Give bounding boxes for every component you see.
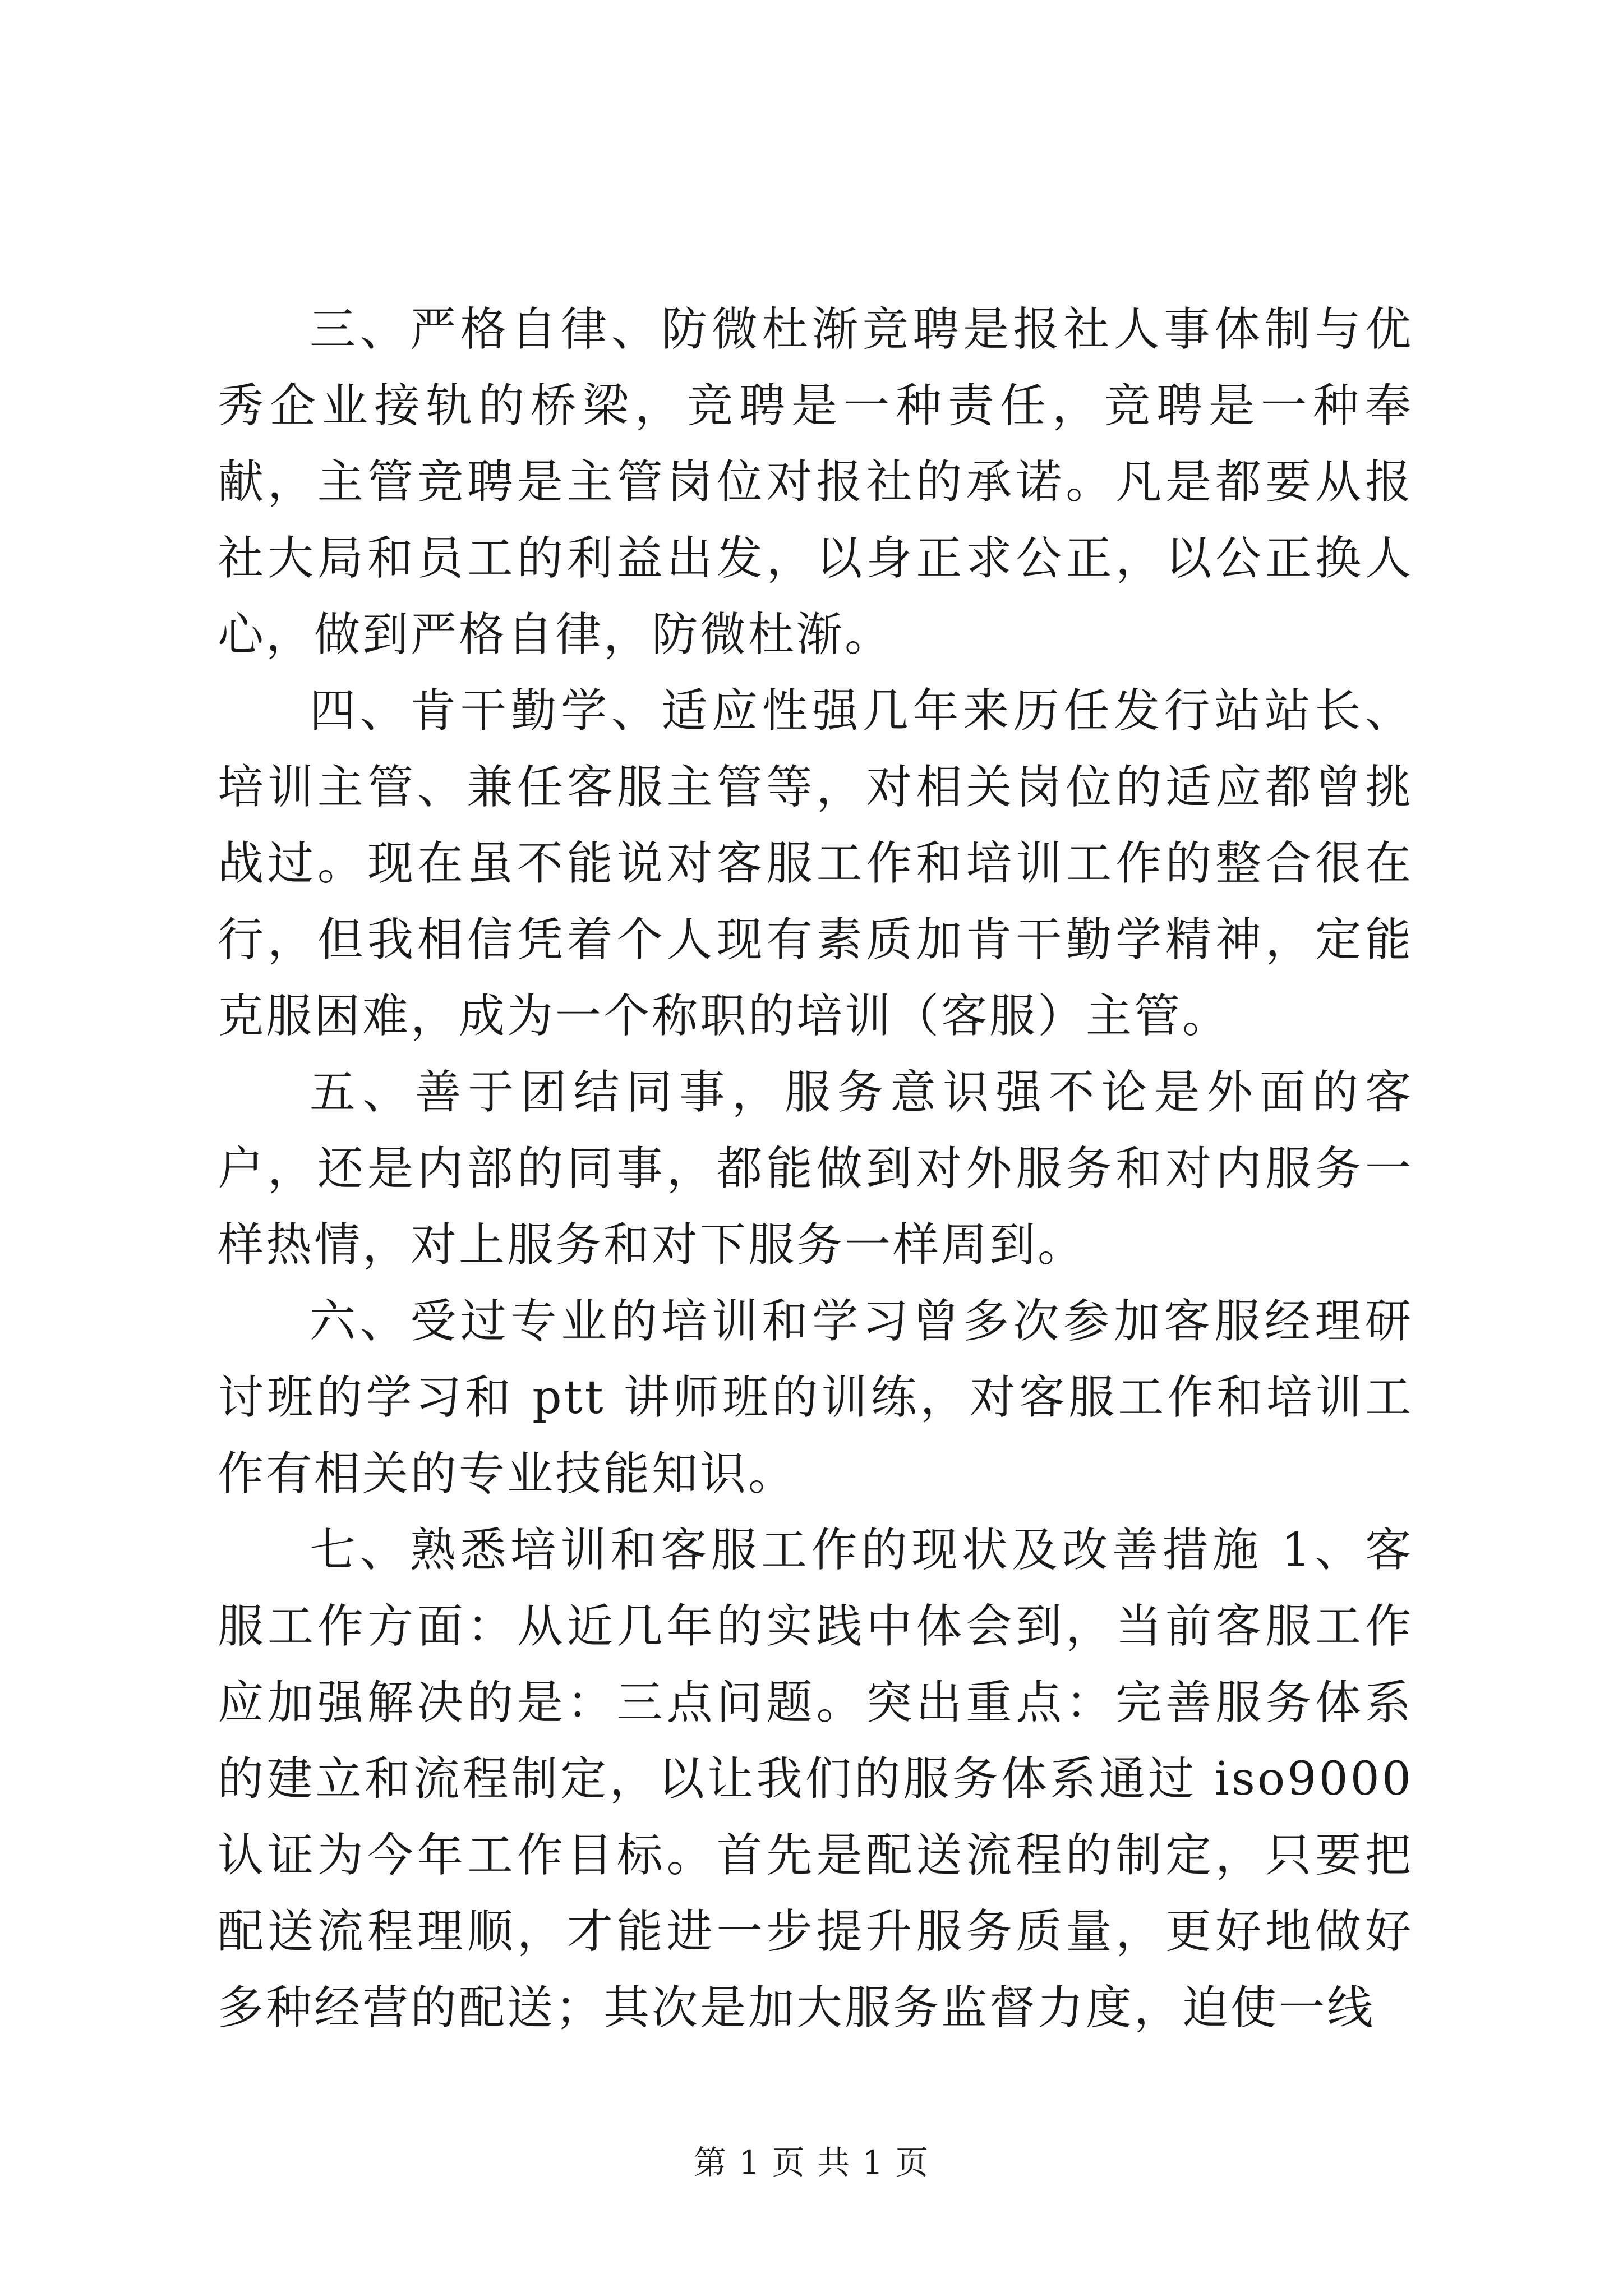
paragraph-5: 五、善于团结同事，服务意识强不论是外面的客户，还是内部的同事，都能做到对外服务和对内服务一样热情，对上服务和对下服务一样周到。: [218, 1066, 1413, 1272]
paragraph-7: 七、熟悉培训和客服工作的现状及改善措施 1、客服工作方面：从近几年的实践中体会到，当前客服工作应加强解决的是：三点问题。突出重点：完善服务体系的建立和流程制定，以让我们的服务体系通过 iso9000 认证为今年工作目标。首先是配送流程的制定，只要把配送流程理顺，才能进一步提升服务质量，更好地做好多种经营的配送；其次是加大服务监督力度，迫使一线: [218, 1524, 1413, 2035]
paragraph-3: 三、严格自律、防微杜渐竞聘是报社人事体制与优秀企业接轨的桥梁，竞聘是一种责任，竞聘是一种奉献，主管竞聘是主管岗位对报社的承诺。凡是都要从报社大局和员工的利益出发，以身正求公正，以公正换人心，做到严格自律，防微杜渐。: [218, 303, 1413, 661]
document-body: [218, 292, 1413, 2046]
paragraph-6: 六、受过专业的培训和学习曾多次参加客服经理研讨班的学习和 ptt 讲师班的训练，对客服工作和培训工作有相关的专业技能知识。: [218, 1295, 1413, 1501]
paragraph-4: 四、肯干勤学、适应性强几年来历任发行站站长、培训主管、兼任客服主管等，对相关岗位的适应都曾挑战过。现在虽不能说对客服工作和培训工作的整合很在行，但我相信凭着个人现有素质加肯干勤学精神，定能克服困难，成为一个称职的培训（客服）主管。: [218, 684, 1413, 1043]
page-footer: 第 1 页 共 1 页: [694, 2143, 929, 2182]
